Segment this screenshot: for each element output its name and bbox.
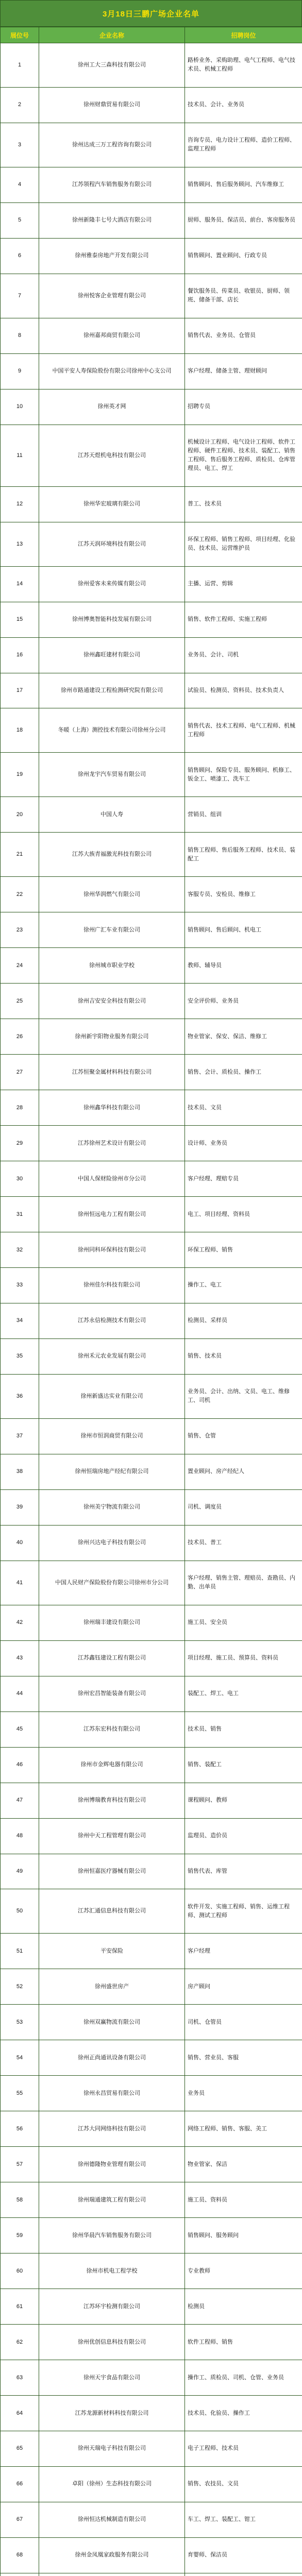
job-positions: 操作工、质检员、司机、仓管、业务员 <box>185 2360 302 2396</box>
company-name: 徐州新宇阳物业服务有限公司 <box>39 1019 185 1055</box>
job-positions: 试验员、检测员、资料员、技术负责人 <box>185 673 302 708</box>
job-positions: 业务员、会计、司机 <box>185 637 302 673</box>
booth-number: 31 <box>1 1197 39 1232</box>
job-positions: 施工员、资料员 <box>185 2182 302 2218</box>
booth-number: 65 <box>1 2431 39 2467</box>
table-row <box>1 1489 302 1525</box>
table-row <box>1 1605 302 1640</box>
company-name: 徐州正尚通讯设备有限公司 <box>39 2040 185 2076</box>
header-row <box>1 27 302 43</box>
booth-number: 39 <box>1 1489 39 1525</box>
company-name: 徐州禾元农业发展有限公司 <box>39 1338 185 1374</box>
booth-number: 34 <box>1 1303 39 1338</box>
company-name: 徐州宏昌智能装备有限公司 <box>39 1676 185 1711</box>
company-name: 江苏恒聚金属材料科技有限公司 <box>39 1055 185 1090</box>
table-row <box>1 2005 302 2040</box>
booth-number: 58 <box>1 2182 39 2218</box>
table-row <box>1 274 302 318</box>
table-row <box>1 2076 302 2111</box>
company-name: 中国平安人寿保险股份有限公司徐州中心支公司 <box>39 353 185 389</box>
company-name: 徐州新盛达实业有限公司 <box>39 1374 185 1418</box>
table-row <box>1 123 302 167</box>
booth-number: 3 <box>1 123 39 167</box>
company-name: 徐州中天工程管理有限公司 <box>39 1818 185 1854</box>
table-row <box>1 2573 302 2576</box>
booth-number: 22 <box>1 877 39 912</box>
table-row <box>1 833 302 877</box>
company-name: 江苏鑫钰建设工程有限公司 <box>39 1640 185 1676</box>
booth-number: 5 <box>1 202 39 238</box>
table-row <box>1 1525 302 1561</box>
table-row <box>1 1338 302 1374</box>
job-positions <box>185 2573 302 2576</box>
table-row <box>1 389 302 425</box>
table-row <box>1 87 302 123</box>
job-positions: 电子工程师、技术员 <box>185 2431 302 2467</box>
job-positions: 车工、焊工、装配工、钳工 <box>185 2502 302 2537</box>
job-positions: 网络工程师、销售、客服、美工 <box>185 2111 302 2147</box>
company-name: 徐州广汇车业有限公司 <box>39 912 185 948</box>
booth-number: 56 <box>1 2111 39 2147</box>
booth-number: 35 <box>1 1338 39 1374</box>
table-row <box>1 1454 302 1489</box>
company-name: 中国人民财产保险股份有限公司徐州市分公司 <box>39 1561 185 1605</box>
job-positions: 技术员、文员 <box>185 1090 302 1126</box>
booth-number: 45 <box>1 1711 39 1747</box>
table-row <box>1 2253 302 2289</box>
job-positions: 监理员、造价员 <box>185 1818 302 1854</box>
table-row <box>1 1374 302 1418</box>
booth-number: 26 <box>1 1019 39 1055</box>
booth-number: 28 <box>1 1090 39 1126</box>
table-body <box>1 43 302 2576</box>
job-positions: 物业管家、保洁 <box>185 2147 302 2182</box>
booth-number: 52 <box>1 1969 39 2005</box>
job-positions: 安全评价师、业务员 <box>185 984 302 1019</box>
table-row <box>1 1232 302 1268</box>
company-name: 江苏领程汽车销售服务有限公司 <box>39 167 185 202</box>
job-positions: 招聘专员 <box>185 389 302 425</box>
table-row <box>1 202 302 238</box>
job-positions: 课程顾问、教师 <box>185 1783 302 1818</box>
company-name: 徐州盛世房产 <box>39 1969 185 2005</box>
job-positions: 销售顾问、置业顾问、行政专员 <box>185 238 302 274</box>
company-name: 徐州爱客未来传媒有限公司 <box>39 566 185 602</box>
header-company: 企业名称 <box>39 27 185 43</box>
job-positions: 销售顾问、服务顾问 <box>185 2218 302 2253</box>
company-name: 徐州美宁物流有限公司 <box>39 1489 185 1525</box>
job-positions: 环保工程师、销售工程师、项目经理、化验员、技术员、运营维护员 <box>185 522 302 566</box>
job-positions: 销售顾问、售后顾问、机电工 <box>185 912 302 948</box>
booth-number: 11 <box>1 425 39 486</box>
table-row <box>1 1019 302 1055</box>
table-row <box>1 1126 302 1161</box>
header-booth: 展位号 <box>1 27 39 43</box>
booth-number: 62 <box>1 2325 39 2360</box>
company-name: 江苏大族青福激光科技有限公司 <box>39 833 185 877</box>
company-name: 徐州工大三森科技有限公司 <box>39 43 185 88</box>
company-name: 徐州同科环保科技有限公司 <box>39 1232 185 1268</box>
booth-number: 1 <box>1 43 39 88</box>
table-row <box>1 637 302 673</box>
table-row <box>1 1561 302 1605</box>
booth-number: 23 <box>1 912 39 948</box>
company-name: 徐州兴达电子科技有限公司 <box>39 1525 185 1561</box>
job-positions: 销售、营业员、客服 <box>185 2040 302 2076</box>
booth-number: 37 <box>1 1418 39 1454</box>
company-name: 江苏天润环境科技有限公司 <box>39 522 185 566</box>
company-name: 徐州恒远电力工程有限公司 <box>39 1197 185 1232</box>
table-row <box>1 1783 302 1818</box>
booth-number: 36 <box>1 1374 39 1418</box>
job-positions: 装配工、焊工、电工 <box>185 1676 302 1711</box>
booth-number: 17 <box>1 673 39 708</box>
company-name: 徐州华晨汽车销售服务有限公司 <box>39 2218 185 2253</box>
table-row <box>1 1090 302 1126</box>
booth-number: 13 <box>1 522 39 566</box>
job-positions: 司机、仓管员 <box>185 2005 302 2040</box>
table-row <box>1 1934 302 1969</box>
table-row <box>1 353 302 389</box>
company-name: 徐州英才网 <box>39 389 185 425</box>
table-row <box>1 2111 302 2147</box>
job-positions: 房产顾问 <box>185 1969 302 2005</box>
table-row <box>1 984 302 1019</box>
job-positions: 客户经理、储备主管、理财顾问 <box>185 353 302 389</box>
booth-number: 10 <box>1 389 39 425</box>
job-positions: 咨询专员、电力设计工程师、造价工程师、监理工程师 <box>185 123 302 167</box>
booth-number: 30 <box>1 1161 39 1197</box>
company-name: 徐州市机电工程学校 <box>39 2253 185 2289</box>
company-name: 卓阳（徐州）生态科技有限公司 <box>39 2466 185 2502</box>
job-positions: 项目经理、施工员、预算员、资料员 <box>185 1640 302 1676</box>
table-row <box>1 2537 302 2573</box>
company-name: 江苏龙源新材料科技有限公司 <box>39 2396 185 2431</box>
sheet-title: 3月18日三鹏广场企业名单 <box>0 0 302 27</box>
booth-number: 38 <box>1 1454 39 1489</box>
table-row <box>1 1268 302 1303</box>
company-name: 徐州恒嘉医疗器械有限公司 <box>39 1854 185 1889</box>
booth-number: 33 <box>1 1268 39 1303</box>
company-name: 徐州达成三万工程咨询有限公司 <box>39 123 185 167</box>
job-positions: 客服专员、安检员、维修工 <box>185 877 302 912</box>
booth-number <box>1 2573 39 2576</box>
job-positions: 检测员 <box>185 2289 302 2325</box>
job-positions: 销售、仓管 <box>185 1418 302 1454</box>
company-name: 徐州财鼎贸易有限公司 <box>39 87 185 123</box>
table-row <box>1 797 302 833</box>
job-positions: 技术员、普工 <box>185 1525 302 1561</box>
company-name: 徐州天宇食品有限公司 <box>39 2360 185 2396</box>
company-name: 徐州双赢物流有限公司 <box>39 2005 185 2040</box>
table-row <box>1 1818 302 1854</box>
job-positions: 销售、技术员 <box>185 1338 302 1374</box>
booth-number: 63 <box>1 2360 39 2396</box>
job-positions: 销售顾问、售后服务顾问、汽车维修工 <box>185 167 302 202</box>
table-row <box>1 2466 302 2502</box>
booth-number: 61 <box>1 2289 39 2325</box>
company-name: 徐州市金辉电器有限公司 <box>39 1747 185 1783</box>
booth-number: 14 <box>1 566 39 602</box>
booth-number: 6 <box>1 238 39 274</box>
booth-number: 51 <box>1 1934 39 1969</box>
job-positions: 销售工程师、售后服务工程师、技术员、装配工 <box>185 833 302 877</box>
job-positions: 司机、调度员 <box>185 1489 302 1525</box>
company-name: 江苏环宇检测有限公司 <box>39 2289 185 2325</box>
table-row <box>1 167 302 202</box>
job-positions: 软件工程师、销售 <box>185 2325 302 2360</box>
company-name: 江苏汇通信息科技有限公司 <box>39 1889 185 1934</box>
company-name: 徐州华润燃气有限公司 <box>39 877 185 912</box>
table-row <box>1 708 302 753</box>
table-row <box>1 2325 302 2360</box>
company-name <box>39 2573 185 2576</box>
job-positions: 餐饮服务员、传菜员、收银员、厨师、领班、储备干部、店长 <box>185 274 302 318</box>
company-name: 徐州瑞通建筑工程有限公司 <box>39 2182 185 2218</box>
job-positions: 电工、项目经理、资料员 <box>185 1197 302 1232</box>
company-name: 平安保险 <box>39 1934 185 1969</box>
job-positions: 主播、运营、剪辑 <box>185 566 302 602</box>
company-name: 江苏天煜机电科技有限公司 <box>39 425 185 486</box>
table-row <box>1 1418 302 1454</box>
job-positions: 客户经理、销售主管、理赔员、查勘员、内勤、出单员 <box>185 1561 302 1605</box>
booth-number: 46 <box>1 1747 39 1783</box>
booth-number: 8 <box>1 318 39 353</box>
company-name: 徐州悦客企业管理有限公司 <box>39 274 185 318</box>
table-row <box>1 2431 302 2467</box>
company-name: 徐州市路通建设工程检测研究院有限公司 <box>39 673 185 708</box>
table-row <box>1 1711 302 1747</box>
job-positions: 厨师、服务员、保洁员、前台、客房服务员 <box>185 202 302 238</box>
table-row <box>1 1747 302 1783</box>
booth-number: 19 <box>1 753 39 797</box>
table-row <box>1 1197 302 1232</box>
company-name: 徐州新隆丰七号大酒店有限公司 <box>39 202 185 238</box>
table-row <box>1 1889 302 1934</box>
job-positions: 业务员 <box>185 2076 302 2111</box>
job-positions: 软件开发、实施工程师、销售、运维工程师、测试工程师 <box>185 1889 302 1934</box>
table-row <box>1 486 302 522</box>
booth-number: 18 <box>1 708 39 753</box>
booth-number: 44 <box>1 1676 39 1711</box>
job-positions: 教师、辅导员 <box>185 948 302 984</box>
booth-number: 4 <box>1 167 39 202</box>
table-row <box>1 877 302 912</box>
table-row <box>1 2502 302 2537</box>
table-row <box>1 2218 302 2253</box>
job-positions: 普工、技术员 <box>185 486 302 522</box>
job-positions: 销售、软件工程师、实施工程师 <box>185 602 302 637</box>
table-row <box>1 1303 302 1338</box>
company-name: 徐州博奥智能科技发展有限公司 <box>39 602 185 637</box>
booth-number: 53 <box>1 2005 39 2040</box>
job-positions: 置业顾问、房产经纪人 <box>185 1454 302 1489</box>
company-name: 江苏东宏科技有限公司 <box>39 1711 185 1747</box>
booth-number: 49 <box>1 1854 39 1889</box>
booth-number: 40 <box>1 1525 39 1561</box>
booth-number: 16 <box>1 637 39 673</box>
booth-number: 12 <box>1 486 39 522</box>
job-positions: 专业教师 <box>185 2253 302 2289</box>
job-positions: 检测员、采样员 <box>185 1303 302 1338</box>
table-row <box>1 43 302 88</box>
booth-number: 59 <box>1 2218 39 2253</box>
booth-number: 42 <box>1 1605 39 1640</box>
job-positions: 物业管家、保安、保洁、维修工 <box>185 1019 302 1055</box>
booth-number: 67 <box>1 2502 39 2537</box>
booth-number: 25 <box>1 984 39 1019</box>
job-positions: 销售代表、库管 <box>185 1854 302 1889</box>
company-name: 徐州城市职业学校 <box>39 948 185 984</box>
booth-number: 24 <box>1 948 39 984</box>
job-positions: 销售、装配工 <box>185 1747 302 1783</box>
company-name: 徐州金凤凰家政服务有限公司 <box>39 2537 185 2573</box>
table-row <box>1 1676 302 1711</box>
table-row <box>1 673 302 708</box>
job-positions: 技术员、会计、业务员 <box>185 87 302 123</box>
company-name: 冬暖（上海）测控技术有限公司徐州分公司 <box>39 708 185 753</box>
booth-number: 47 <box>1 1783 39 1818</box>
company-name: 徐州雅泰房地产开发有限公司 <box>39 238 185 274</box>
job-positions: 技术员、化验员、操作工 <box>185 2396 302 2431</box>
booth-number: 60 <box>1 2253 39 2289</box>
booth-number: 55 <box>1 2076 39 2111</box>
job-positions: 销售、农技员、文员 <box>185 2466 302 2502</box>
booth-number: 48 <box>1 1818 39 1854</box>
job-positions: 施工员、安全员 <box>185 1605 302 1640</box>
job-positions: 营销员、组训 <box>185 797 302 833</box>
booth-number: 64 <box>1 2396 39 2431</box>
company-name: 徐州德隆物业管理有限公司 <box>39 2147 185 2182</box>
company-name: 徐州博瑞教育科技有限公司 <box>39 1783 185 1818</box>
table-row <box>1 2040 302 2076</box>
job-positions: 技术员、销售 <box>185 1711 302 1747</box>
booth-number: 54 <box>1 2040 39 2076</box>
company-name: 徐州佳尔科技有限公司 <box>39 1268 185 1303</box>
company-name: 徐州优创信息科技有限公司 <box>39 2325 185 2360</box>
job-positions: 销售代表、业务员、仓管员 <box>185 318 302 353</box>
table-row <box>1 1640 302 1676</box>
table-row <box>1 1055 302 1090</box>
company-name: 徐州恒达机械制造有限公司 <box>39 2502 185 2537</box>
job-positions: 业务员、会计、出纳、文员、电工、维修工、司机 <box>185 1374 302 1418</box>
company-name: 徐州恒瑞房地产经纪有限公司 <box>39 1454 185 1489</box>
company-name: 徐州嘉邦商贸有限公司 <box>39 318 185 353</box>
job-positions: 育婴师、保洁员 <box>185 2537 302 2573</box>
company-name: 徐州永昌贸易有限公司 <box>39 2076 185 2111</box>
job-positions: 环保工程师、销售 <box>185 1232 302 1268</box>
company-name: 徐州鑫华科技有限公司 <box>39 1090 185 1126</box>
job-positions: 销售、会计、质检员、操作工 <box>185 1055 302 1090</box>
table-row <box>1 1969 302 2005</box>
booth-number: 2 <box>1 87 39 123</box>
table-row <box>1 1854 302 1889</box>
booth-number: 29 <box>1 1126 39 1161</box>
company-name: 江苏大同网络科技有限公司 <box>39 2111 185 2147</box>
booth-number: 15 <box>1 602 39 637</box>
company-name: 徐州龙宇汽车贸易有限公司 <box>39 753 185 797</box>
company-name: 江苏徐州艺术设计有限公司 <box>39 1126 185 1161</box>
table-row <box>1 566 302 602</box>
table-row <box>1 948 302 984</box>
company-name: 徐州天瑞电子科技有限公司 <box>39 2431 185 2467</box>
booth-number: 41 <box>1 1561 39 1605</box>
job-positions: 销售顾问、保险专员、服务顾问、机修工、钣金工、喷漆工、洗车工 <box>185 753 302 797</box>
booth-number: 27 <box>1 1055 39 1090</box>
company-name: 江苏永信检测技术有限公司 <box>39 1303 185 1338</box>
table-row <box>1 1161 302 1197</box>
table-row <box>1 522 302 566</box>
table-row <box>1 912 302 948</box>
company-table <box>0 27 302 2576</box>
job-positions: 客户经理 <box>185 1934 302 1969</box>
booth-number: 7 <box>1 274 39 318</box>
table-row <box>1 2289 302 2325</box>
table-row <box>1 2182 302 2218</box>
booth-number: 68 <box>1 2537 39 2573</box>
table-row <box>1 238 302 274</box>
booth-number: 20 <box>1 797 39 833</box>
job-positions: 销售代表、技术工程师、电气工程师、机械工程师 <box>185 708 302 753</box>
table-row <box>1 602 302 637</box>
job-positions: 设计师、业务员 <box>185 1126 302 1161</box>
job-positions: 客户经理、理赔专员 <box>185 1161 302 1197</box>
booth-number: 57 <box>1 2147 39 2182</box>
job-positions: 操作工、电工 <box>185 1268 302 1303</box>
table-row <box>1 2360 302 2396</box>
company-name: 徐州瑞丰建设有限公司 <box>39 1605 185 1640</box>
job-positions: 路桥业务、采购助理、电气工程师、电气技术员、机械工程师 <box>185 43 302 88</box>
company-name: 徐州鑫旺建材有限公司 <box>39 637 185 673</box>
table-row <box>1 425 302 486</box>
table-row <box>1 2147 302 2182</box>
company-name: 中国人寿 <box>39 797 185 833</box>
job-positions: 机械设计工程师、电气设计工程师、软件工程师、硬件工程师、技术员、装配工、销售工程师、售后服务工程师、质检员、仓库管理员、电工、焊工 <box>185 425 302 486</box>
table-row <box>1 2396 302 2431</box>
company-name: 徐州华宏玻璃有限公司 <box>39 486 185 522</box>
booth-number: 32 <box>1 1232 39 1268</box>
booth-number: 50 <box>1 1889 39 1934</box>
company-name: 徐州吉安安全科技有限公司 <box>39 984 185 1019</box>
table-row <box>1 753 302 797</box>
company-name: 中国人保财险徐州市分公司 <box>39 1161 185 1197</box>
booth-number: 66 <box>1 2466 39 2502</box>
booth-number: 21 <box>1 833 39 877</box>
booth-number: 43 <box>1 1640 39 1676</box>
table-row <box>1 318 302 353</box>
header-jobs: 招聘岗位 <box>185 27 302 43</box>
booth-number: 9 <box>1 353 39 389</box>
company-name: 徐州市恒润商贸有限公司 <box>39 1418 185 1454</box>
